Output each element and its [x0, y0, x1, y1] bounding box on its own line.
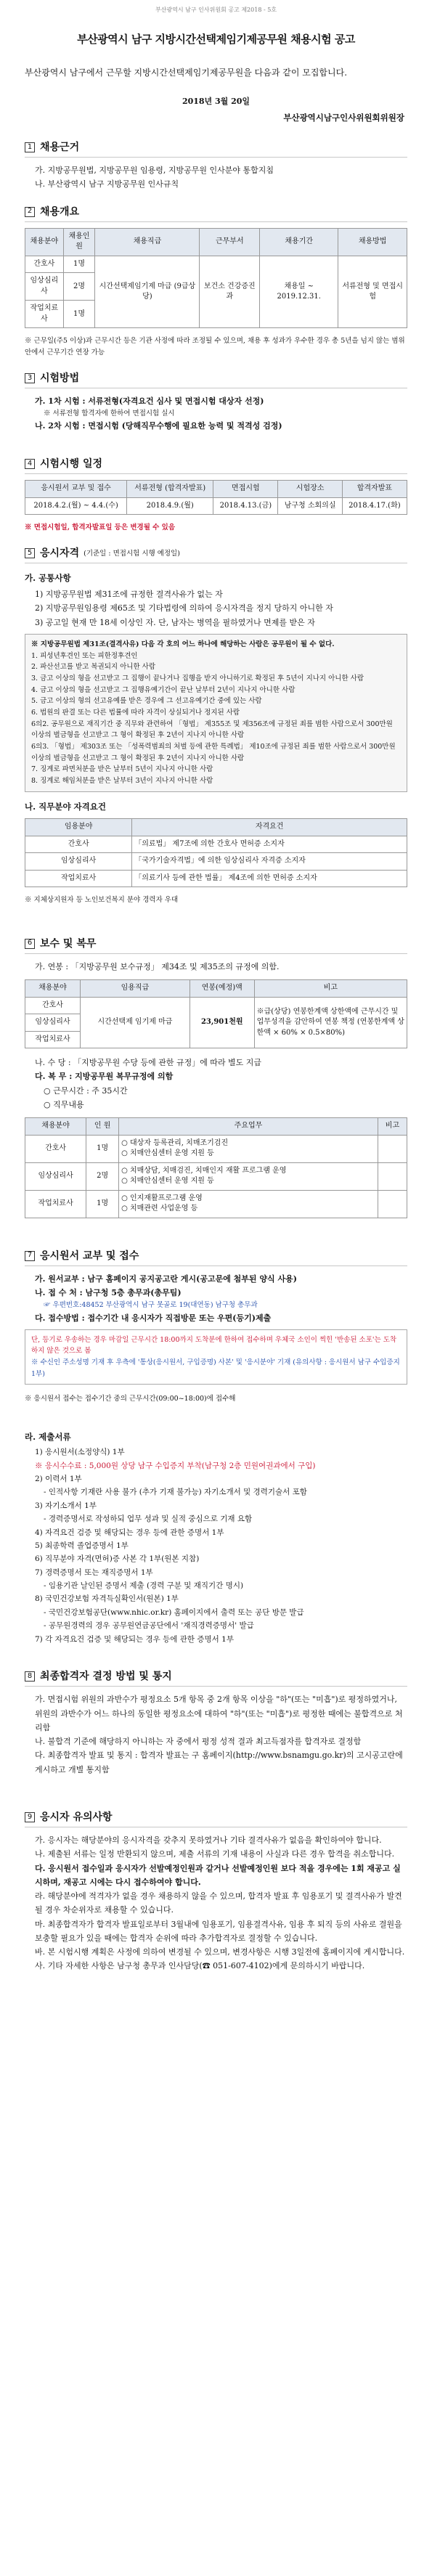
cell-qual: 「의료법」 제7조에 의한 간호사 면허증 소지자 [132, 836, 407, 853]
req-line: 3) 공고일 현재 만 18세 이상인 자. 단, 남자는 병역을 필하였거나 면제를 받은 자 [35, 617, 315, 627]
table-header: 합격자발표 [342, 481, 407, 498]
cell-doc-screen: 2018.4.9.(월) [127, 497, 213, 515]
cell-venue: 남구청 소회의실 [278, 497, 342, 515]
caution-line: 다. 응시원서 접수일과 응시자가 선발예정인원과 같거나 선발예정인원 보다 적을 경우에는 1회 재공고 실시하며, 재공고 시에는 다시 접수하여야 합니다. [35, 1863, 401, 1887]
table-row [25, 1135, 407, 1162]
table-header: 주요업무 [119, 1118, 378, 1136]
allowance-line: 나. 수 당 : 「지방공무원 수당 등에 관한 규정」에 따라 별도 지급 [35, 1058, 262, 1068]
table-header: 채용인원 [63, 228, 95, 256]
task-line: ○ 대상자 등록관리, 치매조기검진 [121, 1138, 229, 1147]
cell-count: 1명 [63, 301, 95, 328]
section-number: 3 [25, 373, 35, 383]
cell-tasks [119, 1190, 378, 1218]
field-req-title: 나. 직무분야 자격요건 [25, 801, 106, 812]
page-title: 부산광역시 남구 지방시간선택제임기제공무원 채용시험 공고 [77, 32, 355, 46]
cell-field: 임상심리사 [25, 273, 64, 301]
box-line: 8. 징계로 해임처분을 받은 날부터 3년이 지나지 아니한 사람 [31, 776, 213, 785]
req-line: 2) 지방공무원임용령 제65조 및 기타법령에 의하여 응시자격을 정지 당하지 아니한 자 [35, 603, 333, 614]
table-row [25, 997, 407, 1014]
section-title: 보수 및 복무 [40, 937, 97, 950]
table-row [25, 870, 407, 887]
section-number: 9 [25, 1812, 35, 1822]
table-header: 응시원서 교부 및 접수 [25, 481, 127, 498]
table-row [25, 497, 407, 515]
table-header: 채용직급 [95, 228, 200, 256]
task-line: ○ 치매상담, 치매검진, 치매인지 재활 프로그램 운영 [121, 1166, 287, 1175]
cell-count: 1명 [86, 1135, 119, 1162]
section-title: 시험시행 일정 [40, 457, 103, 470]
doc-item: 1) 응시원서(소정양식) 1부 [35, 1448, 125, 1457]
task-line: ○ 치매관련 사업운영 등 [121, 1205, 198, 1213]
section-number: 1 [25, 142, 35, 152]
table-header: 비고 [254, 980, 407, 998]
cell-field: 작업치료사 [25, 1190, 86, 1218]
doc-item: 6) 직무분야 자격(면허)증 사본 각 1부(원본 지참) [35, 1554, 200, 1564]
doc-item: 3) 자기소개서 1부 [35, 1501, 97, 1510]
doc-item: - 공무원경력의 경우 공무원연금공단에서 '재직경력증명서' 발급 [44, 1621, 254, 1631]
section-header-1 [25, 140, 407, 158]
table-header: 연봉(예정)액 [189, 980, 254, 998]
basis-line: 나. 부산광역시 남구 지방공무원 인사규칙 [35, 179, 179, 189]
doc-item: - 국민건강보험공단(www.nhic.or.kr) 홈페이지에서 출력 또는 공단 방문 발급 [44, 1607, 304, 1617]
intro-text: 부산광역시 남구에서 근무할 지방시간선택제임기제공무원을 다음과 같이 모집합니다. [25, 68, 348, 78]
cell-rank: 시간선택제 임기제 마급 [80, 997, 189, 1048]
section-header-4 [25, 457, 407, 474]
cell-count: 2명 [86, 1162, 119, 1190]
box-line: 1. 피성년후견인 또는 피한정후견인 [31, 651, 138, 660]
section-title: 시험방법 [40, 372, 80, 384]
office-address: ☞ 우편번호:48452 부산광역시 남구 못골로 19(대연동) 남구청 총무과 [44, 1301, 258, 1310]
section-number: 5 [25, 548, 35, 558]
section-header-2 [25, 205, 407, 222]
table-header: 면접시험 [213, 481, 278, 498]
section-header-7 [25, 1249, 407, 1266]
table-header: 시험장소 [278, 481, 342, 498]
decision-line: 다. 최종합격자 발표 및 통지 : 합격자 발표는 구 홈페이지(http://www.bsnamgu.go.kr)의 고시공고란에 게시하고 개별 통지함 [35, 1750, 403, 1774]
cell-qual: 「의료기사 등에 관한 법률」 제4조에 의한 면허증 소지자 [132, 870, 407, 887]
cell-field: 작업치료사 [25, 301, 64, 328]
doc-item: 8) 국민건강보험 자격득실확인서(원본) 1부 [35, 1594, 179, 1604]
cell-amount: 23,901천원 [189, 997, 254, 1048]
doc-number: 부산광역시 남구 인사위원회 공고 제2018 - 5호 [155, 7, 277, 13]
table-header: 채용기간 [260, 228, 338, 256]
table-header: 채용분야 [25, 1118, 86, 1136]
box-line: ※ 수신인 주소성명 기재 후 우측에 '통상(응시원서, 구입증명) 사본' 및 '응시분야' 기재 (유의사항 : 응시원서 남구 수입증지 1부) [31, 1358, 400, 1378]
exam-first: 가. 1차 시험 : 서류전형(자격요건 심사 및 면접시험 대상자 선정) [35, 396, 264, 407]
caution-line: 바. 본 시험시행 계획은 사정에 의하여 변경될 수 있으며, 변경사항은 시행 3일전에 홈페이지에 게시합니다. [35, 1947, 405, 1957]
cell-field: 임상심리사 [25, 853, 132, 871]
pay-intro: 가. 연봉 : 「지방공무원 보수규정」 제34조 및 제35조의 규정에 의함. [35, 961, 280, 971]
cell-method: 서류전형 및 면접시험 [338, 256, 407, 328]
table-header: 임용직급 [80, 980, 189, 998]
cell-apply: 2018.4.2.(월) ~ 4.4.(수) [25, 497, 127, 515]
pay-table [25, 979, 407, 1048]
task-line: ○ 인지재활프로그램 운영 [121, 1194, 203, 1202]
cell-period: 채용일 ~ 2019.12.31. [260, 256, 338, 328]
doc-item: 7) 각 자격요건 검증 및 해당되는 경우 등에 관한 증명서 1부 [35, 1634, 234, 1644]
doc-item: 7) 경력증명서 또는 재직증명서 1부 [35, 1568, 153, 1577]
cell-field: 간호사 [25, 836, 132, 853]
table-row [25, 1190, 407, 1218]
cell-dept: 보건소 건강증진과 [200, 256, 260, 328]
table-header: 서류전형 (합격자발표) [127, 481, 213, 498]
section-number: 2 [25, 207, 35, 217]
box-line: 6의3. 「형법」 제303조 또는 「성폭력범죄의 처벌 등에 관한 특례법」 제10조에 규정된 죄를 범한 사람으로서 300만원 이상의 벌금형을 선고받고 그 형이 확정된 후 2년이 지나지 아니한 사람 [31, 742, 396, 762]
task-line: ○ 치매안심센터 운영 지원 등 [121, 1149, 214, 1158]
recruit-table [25, 228, 407, 329]
table-header: 자격요건 [132, 819, 407, 836]
qual-note: ※ 지체상지원자 등 노인보건복지 분야 경력자 우대 [25, 896, 179, 905]
cell-field: 작업치료사 [25, 1031, 81, 1048]
table-header: 채용분야 [25, 980, 81, 998]
caution-line: 사. 기타 자세한 사항은 남구청 총무과 인사담당(☎ 051-607-4102)에게 문의하시기 바랍니다. [35, 1961, 365, 1971]
section-title: 응시자격 [40, 547, 80, 560]
time-note: ※ 응시원서 접수는 접수기간 중의 근무시간(09:00~18:00)에 접수해 [25, 1395, 236, 1403]
cell-count: 2명 [63, 273, 95, 301]
doc-item: - 임용기관 날인된 증명서 제출 (경력 구분 및 재직기간 명시) [44, 1581, 244, 1591]
table-row [25, 1162, 407, 1190]
box-line: 2. 파산선고를 받고 복권되지 아니한 사람 [31, 663, 155, 672]
cell-field: 임상심리사 [25, 1162, 86, 1190]
cell-pay-note: ※급(상당) 연봉한계액 상한액에 근무시간 및 업무성격을 감안하여 연봉 책정 (연봉한계액 상한액 × 60% × 0.5×80%) [254, 997, 407, 1048]
table-header: 인 원 [86, 1118, 119, 1136]
section-header-9 [25, 1810, 407, 1827]
cell-field: 임상심리사 [25, 1014, 81, 1032]
cell-qual: 「국가기술자격법」에 의한 임상심리사 자격증 소지자 [132, 853, 407, 871]
schedule-table [25, 480, 407, 515]
cell-field: 작업치료사 [25, 870, 132, 887]
box-line: 5. 금고 이상의 형의 선고유예를 받은 경우에 그 선고유예기간 중에 있는 사람 [31, 697, 262, 706]
section-number: 8 [25, 1671, 35, 1682]
documents-title: 라. 제출서류 [25, 1431, 71, 1442]
exam-second: 나. 2차 시험 : 면접시험 (당해직무수행에 필요한 능력 및 적격성 검정) [35, 421, 282, 431]
form-line: 가. 원서교부 : 남구 홈페이지 공지공고란 게시(공고문에 첨부된 양식 사용) [35, 1273, 297, 1284]
table-header: 임용분야 [25, 819, 132, 836]
doc-item: ※ 응시수수료 : 5,000원 상당 남구 수입증지 부착(남구청 2층 민원여권과에서 구입) [35, 1461, 316, 1470]
recruit-note: ※ 근무일(주5 이상)과 근무시간 등은 기관 사정에 따라 조정될 수 있으며, 채용 후 성과가 우수한 경우 총 5년을 넘지 않는 범위 안에서 근무기간 연장 가능 [25, 337, 405, 356]
section-number: 4 [25, 459, 35, 469]
decision-line: 나. 불합격 기준에 해당하지 아니하는 자 중에서 평정 성적 결과 최고득점자를 합격자로 결정함 [35, 1737, 362, 1746]
table-header: 채용방법 [338, 228, 407, 256]
section-title: 응시자 유의사항 [40, 1811, 113, 1823]
section-title: 응시원서 교부 및 접수 [40, 1250, 139, 1262]
table-row [25, 256, 407, 273]
section-subtitle: (기준일 : 면접시험 시행 예정일) [83, 549, 180, 558]
box-line: 4. 금고 이상의 형을 선고받고 그 집행유예기간이 끝난 날부터 2년이 지나지 아니한 사람 [31, 685, 296, 694]
caution-line: 라. 해당분야에 적격자가 없을 경우 채용하지 않을 수 있으며, 합격자 발표 후 임용포기 및 결격사유가 발견될 경우 차순위자로 채용할 수 있습니다. [35, 1891, 402, 1915]
basis-line: 가. 지방공무원법, 지방공무원 임용령, 지방공무원 인사분야 통합지침 [35, 166, 274, 176]
common-req-title: 가. 공통사항 [25, 573, 71, 584]
doc-item: 5) 최종학력 졸업증명서 1부 [35, 1541, 129, 1550]
decision-line: 가. 면접시험 위원의 과반수가 평정요소 5개 항목 중 2개 항목 이상을 "하"(또는 "미흡")로 평정하였거나, 위원의 과반수가 어느 하나의 동일한 평정요소에 대하여 "하"(또는 "미흡")로 평정한 때에는 불합격으로 처리함 [35, 1695, 403, 1732]
table-row [25, 853, 407, 871]
caution-line: 가. 응시자는 해당분야의 응시자격을 갖추지 못하였거나 기타 결격사유가 없음을 확인하여야 합니다. [35, 1835, 382, 1846]
cell-rank: 시간선택제임기제 마급 (9급상당) [95, 256, 200, 328]
table-header: 근무부서 [200, 228, 260, 256]
disqualification-box [25, 634, 407, 792]
cell-remark [378, 1135, 407, 1162]
service-line: 다. 복 무 : 지방공무원 복무규정에 의함 [35, 1072, 174, 1082]
announce-date: 2018년 3월 20일 [182, 97, 250, 107]
cell-tasks [119, 1162, 378, 1190]
section-title: 채용근거 [40, 141, 80, 153]
duty-title: ○ 직무내용 [44, 1099, 84, 1109]
qualification-table [25, 818, 407, 887]
cell-remark [378, 1190, 407, 1218]
cell-count: 1명 [63, 256, 95, 273]
box-line: 6. 법원의 판결 또는 다른 법률에 따라 자격이 상실되거나 정지된 사람 [31, 708, 240, 717]
cell-field: 간호사 [25, 256, 64, 273]
section-header-3 [25, 371, 407, 388]
box-line: 6의2. 공무원으로 재직기간 중 직무와 관련하여 「형법」 제355조 및 제356조에 규정된 죄를 범한 사람으로서 300만원 이상의 벌금형을 선고받고 그 형이 확정된 후 2년이 지나지 아니한 사람 [31, 720, 393, 740]
office-line: 나. 접 수 처 : 남구청 5층 총무과(총무팀) [35, 1288, 182, 1298]
section-number: 7 [25, 1251, 35, 1261]
cell-interview: 2018.4.13.(금) [213, 497, 278, 515]
caution-line: 나. 제출된 서류는 일정 반환되지 않으며, 제출 서류의 기재 내용이 사실과 다른 경우 합격을 취소합니다. [35, 1849, 395, 1859]
table-header: 비고 [378, 1118, 407, 1136]
box-line: 3. 금고 이상의 형을 선고받고 그 집행이 끝나거나 집행을 받지 아니하기로 확정된 후 5년이 지나지 아니한 사람 [31, 674, 364, 682]
cell-field: 간호사 [25, 1135, 86, 1162]
method-line: 다. 접수방법 : 접수기간 내 응시자가 직접방문 또는 우편(등기)제출 [35, 1313, 272, 1323]
hours-line: ○ 근무시간 : 주 35시간 [44, 1085, 128, 1096]
task-line: ○ 치매안심센터 운영 지원 등 [121, 1177, 214, 1186]
box-title: ※ 지방공무원법 제31조(결격사유) 다음 각 호의 어느 하나에 해당하는 사람은 공무원이 될 수 없다. [31, 640, 335, 648]
section-title: 최종합격자 결정 방법 및 통지 [40, 1670, 172, 1682]
table-row [25, 836, 407, 853]
box-line: 7. 징계로 파면처분을 받은 날부터 5년이 지나지 아니한 사람 [31, 765, 213, 774]
exam-first-note: ※ 서류전형 합격자에 한하여 면접시험 실시 [44, 409, 175, 418]
box-line: 단, 등기로 우송하는 경우 마감일 근무시간 18:00까지 도착분에 한하여 접수하며 우체국 소인이 찍힌 '반송된 소포'는 도착하지 않은 것으로 봄 [31, 1335, 397, 1356]
section-title: 채용개요 [40, 205, 80, 218]
cell-field: 간호사 [25, 997, 81, 1014]
issuer: 부산광역시남구인사위원회위원장 [283, 113, 404, 123]
section-header-6 [25, 937, 407, 954]
duty-table [25, 1117, 407, 1218]
section-number: 6 [25, 939, 35, 949]
doc-item: 4) 자격요건 검증 및 해당되는 경우 등에 관한 증명서 1부 [35, 1528, 224, 1537]
cell-tasks [119, 1135, 378, 1162]
caution-line: 마. 최종합격자가 합격자 발표일로부터 3월내에 임용포기, 임용결격사유, 임용 후 퇴직 등의 사유로 결원을 보충할 필요가 있을 때에는 합격자 순위에 따라 추가합격자로 결정할 수 있습니다. [35, 1919, 402, 1943]
cell-count: 1명 [86, 1190, 119, 1218]
doc-item: - 경력증명서로 작성하되 업무 성과 및 실적 중심으로 기재 요함 [44, 1515, 253, 1524]
mail-note-box [25, 1329, 407, 1385]
section-header-8 [25, 1669, 407, 1687]
doc-item: 2) 이력서 1부 [35, 1475, 82, 1484]
schedule-note: ※ 면접시험일, 합격자발표일 등은 변경될 수 있음 [25, 523, 176, 531]
section-header-5 [25, 546, 407, 563]
cell-remark [378, 1162, 407, 1190]
doc-item: - 인적사항 기재란 사용 불가 (추가 기재 불가능) 자기소개서 및 경력기술서 포함 [44, 1488, 307, 1497]
table-header: 채용분야 [25, 228, 64, 256]
cell-announce: 2018.4.17.(화) [342, 497, 407, 515]
req-line: 1) 지방공무원법 제31조에 규정한 결격사유가 없는 자 [35, 590, 223, 600]
